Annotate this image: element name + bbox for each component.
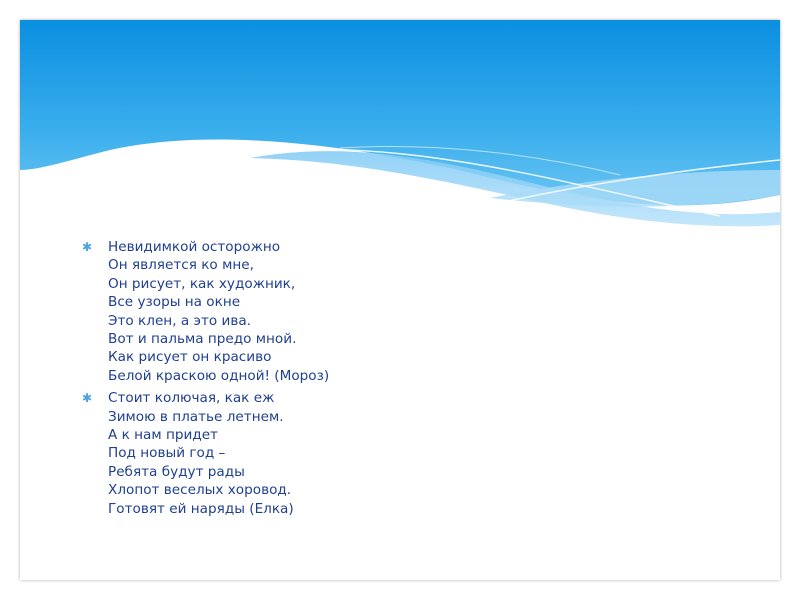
poem-line: Вот и пальма предо мной. bbox=[108, 331, 297, 348]
slide bbox=[20, 20, 780, 580]
poem-line: Стоит колючая, как еж bbox=[108, 390, 275, 407]
poem-line: Все узоры на окне bbox=[108, 294, 241, 311]
poem-line: Зимою в платье летнем. bbox=[108, 408, 284, 425]
bullet-icon: ✱ bbox=[82, 391, 93, 406]
bullet-item-elka bbox=[82, 389, 682, 518]
poem-line: Под новый год – bbox=[108, 445, 226, 462]
poem-line: А к нам придет bbox=[108, 427, 218, 444]
bullet-item-moroz bbox=[82, 238, 682, 385]
poem-line: Он рисует, как художник, bbox=[108, 275, 296, 292]
poem-line: Готовят ей наряды (Елка) bbox=[108, 500, 294, 517]
poem-line: Невидимкой осторожно bbox=[108, 239, 281, 255]
poem-line: Как рисует он красиво bbox=[108, 349, 272, 366]
poem-content bbox=[82, 238, 682, 522]
header-wave-banner bbox=[20, 20, 780, 250]
poem-line: Это клен, а это ива. bbox=[108, 312, 252, 329]
poem-line: Хлопот веселых хоровод. bbox=[108, 482, 292, 499]
poem-line: Он является ко мне, bbox=[108, 257, 254, 274]
poem-line: Ребята будут рады bbox=[108, 463, 245, 480]
bullet-icon: ✱ bbox=[82, 240, 93, 254]
poem-line: Белой краскою одной! (Мороз) bbox=[108, 367, 330, 384]
